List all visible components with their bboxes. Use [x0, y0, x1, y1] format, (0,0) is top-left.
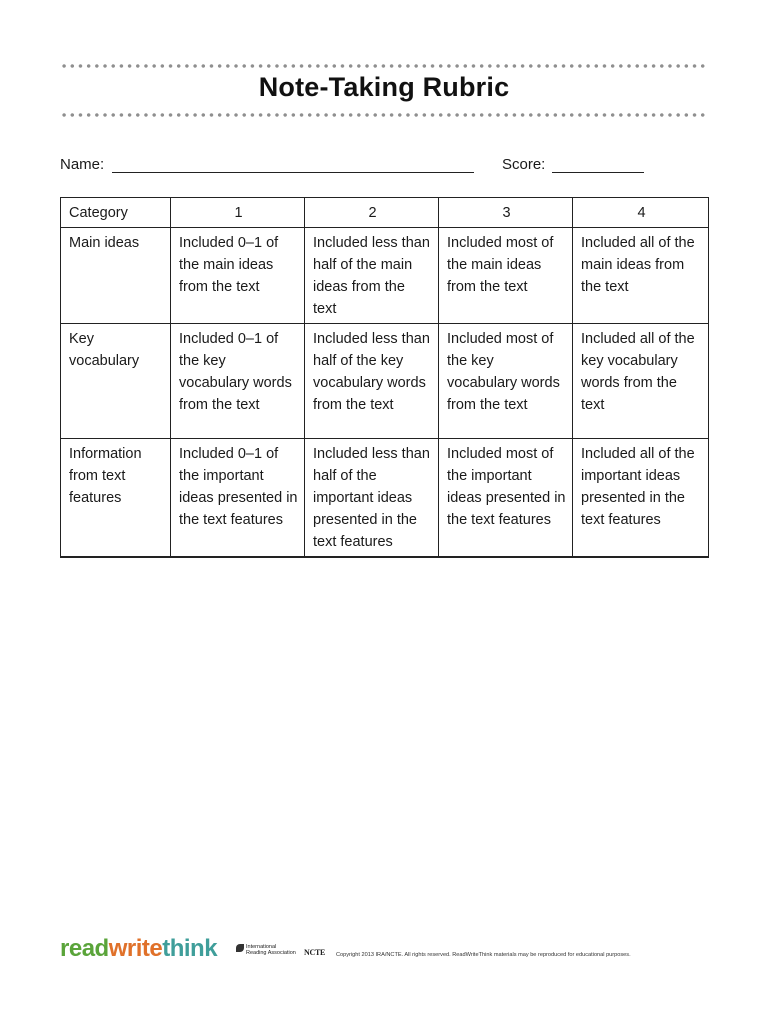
criteria-cell: Included most of the important ideas presented in the text features: [439, 439, 573, 558]
header-score-3: 3: [439, 198, 573, 228]
criteria-cell: Included less than half of the key vocabulary words from the text: [305, 324, 439, 439]
rubric-table: [60, 197, 709, 558]
name-field[interactable]: [112, 172, 474, 173]
score-field[interactable]: [552, 172, 644, 173]
header-category: Category: [61, 198, 171, 228]
table-row: [61, 439, 709, 558]
criteria-cell: Included all of the main ideas from the text: [573, 228, 709, 324]
ira-mark-icon: [236, 944, 244, 952]
header-row: [61, 198, 709, 228]
category-cell: Key vocabulary: [61, 324, 171, 439]
student-info-row: [60, 154, 708, 176]
page-title: Note-Taking Rubric: [258, 72, 510, 102]
ncte-logo: NCTE: [304, 948, 326, 957]
criteria-cell: Included most of the main ideas from the text: [439, 228, 573, 324]
category-cell: Main ideas: [61, 228, 171, 324]
criteria-cell: Included less than half of the important ideas presented in the text features: [305, 439, 439, 558]
criteria-cell: Included 0–1 of the important ideas presented in the text features: [171, 439, 305, 558]
header-score-2: 2: [305, 198, 439, 228]
ira-logo: International Reading Association: [236, 944, 296, 956]
category-cell: Information from text features: [61, 439, 171, 558]
dotted-divider-top: [60, 64, 708, 68]
name-label: Name:: [60, 156, 105, 173]
header-score-1: 1: [171, 198, 305, 228]
criteria-cell: Included all of the key vocabulary words from the text: [573, 324, 709, 439]
criteria-cell: Included all of the important ideas presented in the text features: [573, 439, 709, 558]
criteria-cell: Included most of the key vocabulary words from the text: [439, 324, 573, 439]
score-label: Score:: [502, 156, 546, 173]
footer: [60, 935, 710, 965]
table-row: [61, 324, 709, 439]
criteria-cell: Included 0–1 of the main ideas from the text: [171, 228, 305, 324]
readwritethink-logo: readwritethink: [60, 935, 218, 962]
dotted-divider-bottom: [60, 113, 708, 117]
criteria-cell: Included less than half of the main ideas from the text: [305, 228, 439, 324]
header-score-4: 4: [573, 198, 709, 228]
criteria-cell: Included 0–1 of the key vocabulary words from the text: [171, 324, 305, 439]
table-row: [61, 228, 709, 324]
copyright-text: Copyright 2013 IRA/NCTE. All rights reserved. ReadWriteThink materials may be reproduced for educational purposes.: [336, 952, 631, 958]
